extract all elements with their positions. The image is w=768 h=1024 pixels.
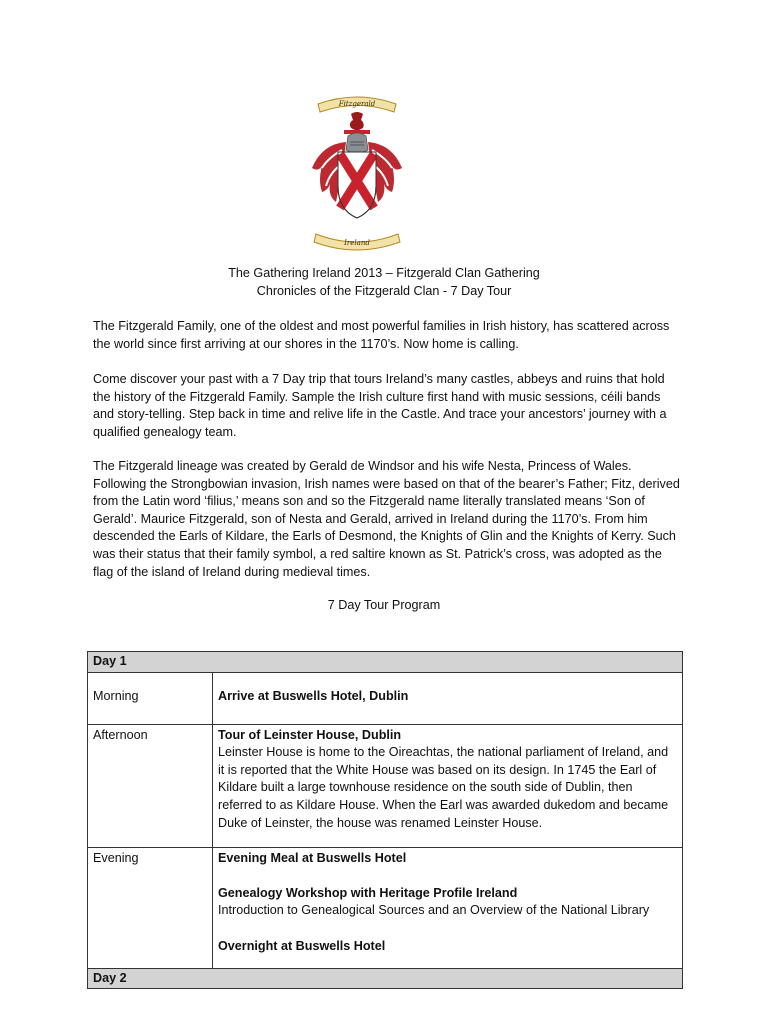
- afternoon-description: Leinster House is home to the Oireachtas, the national parliament of Ireland, and it is reported that the White House was based on its design. In 1745 the Earl of Kildare built a large townhouse residence on the south side of Dublin, then referred to as Kildare House. When the Earl was awarded dukedom and became Duke of Leinster, the house was renamed Leinster House.: [218, 745, 669, 830]
- day-1-header: Day 1: [88, 652, 683, 673]
- discover-paragraph: Come discover your past with a 7 Day trip that tours Ireland’s many castles, abbeys and ruins that hold the history of the Fitzgerald Family. Sample the Irish culture first hand with music sessions, céili bands and story-telling. Step back in time and relive life in the Castle. And trace your ancestors’ journey with a qualified genealogy team.: [93, 372, 667, 439]
- svg-text:Ireland: Ireland: [344, 239, 370, 247]
- lineage-paragraph: The Fitzgerald lineage was created by Gerald de Windsor and his wife Nesta, Princess of Wales. Following the Strongbowian invasion, Irish names were based on that of the bearer’s Father; Fitz, derived from the Latin word ‘filius,’ means son and so the Fitzgerald name literally translated means ‘Son of Gerald’. Maurice Fitzgerald, son of Nesta and Gerald, arrived in Ireland during the 1170’s. From him descended the Earls of Kildare, the Earls of Desmond, the Knights of Glin and the Knights of Kerry. Such was their status that their family symbol, a red saltire known as St. Patrick’s cross, was adopted as the flag of the island of Ireland during medieval times.: [93, 459, 680, 579]
- day-header-row: [88, 968, 683, 989]
- tour-schedule-table: [87, 651, 683, 989]
- table-row: [88, 847, 683, 968]
- evening-meal: Evening Meal at Buswells Hotel: [218, 850, 407, 865]
- workshop-description: Introduction to Genealogical Sources and an Overview of the National Library: [218, 903, 650, 918]
- morning-title: Arrive at Buswells Hotel, Dublin: [218, 688, 409, 703]
- svg-text:Fitzgerald: Fitzgerald: [338, 100, 376, 108]
- overnight-note: Overnight at Buswells Hotel: [218, 938, 386, 953]
- table-row: [88, 724, 683, 847]
- evening-cell: [213, 847, 683, 968]
- afternoon-title: Tour of Leinster House, Dublin: [218, 727, 402, 742]
- document-title: The Gathering Ireland 2013 – Fitzgerald Clan Gathering: [228, 266, 540, 280]
- document-subtitle: Chronicles of the Fitzgerald Clan - 7 Day Tour: [256, 284, 512, 298]
- evening-label: Evening: [88, 847, 213, 968]
- workshop-title: Genealogy Workshop with Heritage Profile Ireland: [218, 885, 518, 900]
- document-titles: [0, 264, 768, 300]
- day-header-row: [88, 652, 683, 673]
- fitzgerald-crest-logo: [304, 90, 410, 254]
- afternoon-cell: [213, 724, 683, 847]
- program-heading: 7 Day Tour Program: [327, 598, 441, 612]
- table-row: [88, 672, 683, 724]
- afternoon-label: Afternoon: [88, 724, 213, 847]
- morning-cell: [213, 672, 683, 724]
- morning-label: Morning: [88, 672, 213, 724]
- intro-paragraph: The Fitzgerald Family, one of the oldest and most powerful families in Irish history, has scattered across the world since first arriving at our shores in the 1170’s. Now home is calling.: [93, 319, 670, 351]
- day-2-header: Day 2: [88, 968, 683, 989]
